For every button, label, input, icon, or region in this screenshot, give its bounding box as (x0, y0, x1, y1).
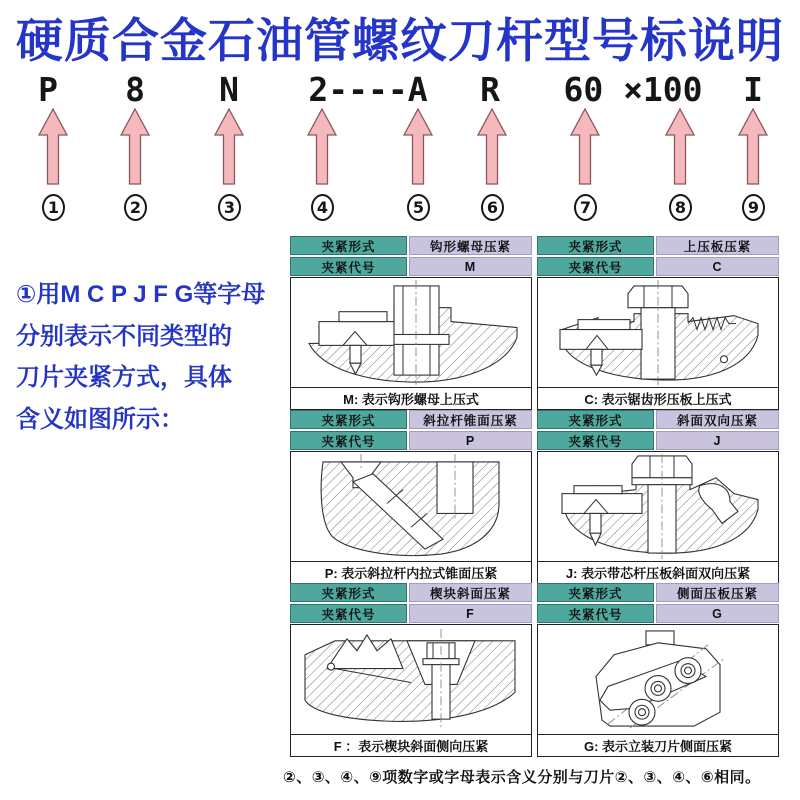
clamp-header-table (290, 583, 532, 623)
side-note-line: 分别表示不同类型的 (16, 322, 232, 350)
clamp-form-value: 钩形螺母压紧 (409, 236, 532, 255)
index-marker-4: 4 (311, 194, 334, 221)
clamp-caption-j: J: 表示带芯杆压板斜面双向压紧 (537, 561, 779, 584)
index-marker-1: 1 (42, 194, 65, 221)
up-arrow-icon (38, 108, 68, 186)
code-part-4: 2----A (308, 70, 428, 109)
side-note-line: 含义如图所示： (16, 405, 184, 433)
clamp-drawing-g (537, 624, 779, 735)
clamp-code-value: P (409, 431, 532, 450)
clamp-code-label: 夹紧代号 (290, 257, 407, 276)
clamp-drawing-j (537, 451, 779, 562)
up-arrow-icon (665, 108, 695, 186)
clamp-drawing-p (290, 451, 532, 562)
up-arrow-icon (307, 108, 337, 186)
clamp-code-value: J (656, 431, 779, 450)
clamp-header-table (290, 236, 532, 276)
clamp-form-value: 上压板压紧 (656, 236, 779, 255)
clamp-code-label: 夹紧代号 (537, 257, 654, 276)
index-marker-6: 6 (481, 194, 504, 221)
panel-clamp-c (537, 236, 779, 410)
index-marker-5: 5 (407, 194, 430, 221)
clamp-code-label: 夹紧代号 (537, 431, 654, 450)
clamp-form-value: 斜拉杆锥面压紧 (409, 410, 532, 429)
clamp-form-value: 楔块斜面压紧 (409, 583, 532, 602)
code-part-2: 8 (125, 70, 145, 109)
code-part-5: R (480, 70, 500, 109)
up-arrow-icon (120, 108, 150, 186)
code-part-1: P (38, 70, 58, 109)
page-title: 硬质合金石油管螺纹刀杆型号标说明 (16, 14, 784, 67)
clamp-header-table (537, 583, 779, 623)
up-arrow-icon (738, 108, 768, 186)
panel-clamp-m (290, 236, 532, 410)
panel-clamp-g (537, 583, 779, 757)
clamp-form-value: 斜面双向压紧 (656, 410, 779, 429)
index-marker-8: 8 (669, 194, 692, 221)
index-marker-3: 3 (218, 194, 241, 221)
index-marker-7: 7 (574, 194, 597, 221)
up-arrow-icon (570, 108, 600, 186)
panel-clamp-j (537, 410, 779, 584)
up-arrow-icon (403, 108, 433, 186)
code-part-6: 60 ×100 (563, 70, 703, 109)
panel-clamp-f (290, 583, 532, 757)
clamp-code-label: 夹紧代号 (537, 604, 654, 623)
side-note-line: ①用M C P J F G等字母 (16, 281, 266, 308)
clamp-header-table (290, 410, 532, 450)
clamp-drawing-c (537, 277, 779, 388)
clamp-form-label: 夹紧形式 (290, 410, 407, 429)
side-note-line: 刀片夹紧方式，具体 (16, 364, 232, 391)
clamp-code-label: 夹紧代号 (290, 431, 407, 450)
index-marker-2: 2 (124, 194, 147, 221)
clamp-caption-m: M: 表示钩形螺母上压式 (290, 387, 532, 410)
clamp-caption-p: P: 表示斜拉杆内拉式锥面压紧 (290, 561, 532, 584)
clamp-code-value: C (656, 257, 779, 276)
clamp-code-value: M (409, 257, 532, 276)
clamp-caption-c: C: 表示锯齿形压板上压式 (537, 387, 779, 410)
clamp-header-table (537, 410, 779, 450)
clamp-form-label: 夹紧形式 (290, 236, 407, 255)
clamp-code-value: G (656, 604, 779, 623)
up-arrow-icon (477, 108, 507, 186)
panel-clamp-p (290, 410, 532, 584)
clamp-caption-f: F ：表示楔块斜面侧向压紧 (290, 734, 532, 757)
clamp-form-label: 夹紧形式 (537, 410, 654, 429)
code-part-3: N (219, 70, 239, 109)
clamp-code-value: F (409, 604, 532, 623)
index-marker-9: 9 (742, 194, 765, 221)
clamp-code-label: 夹紧代号 (290, 604, 407, 623)
clamp-drawing-m (290, 277, 532, 388)
clamp-form-label: 夹紧形式 (537, 583, 654, 602)
clamp-drawing-f (290, 624, 532, 735)
clamp-form-value: 侧面压板压紧 (656, 583, 779, 602)
code-part-7: I (743, 70, 763, 109)
clamp-form-label: 夹紧形式 (290, 583, 407, 602)
side-note (16, 274, 291, 440)
clamp-caption-g: G: 表示立装刀片侧面压紧 (537, 734, 779, 757)
footnote: ②、③、④、⑨项数字或字母表示含义分别与刀片②、③、④、⑥相同。 (283, 769, 761, 786)
up-arrow-icon (214, 108, 244, 186)
clamp-header-table (537, 236, 779, 276)
clamp-form-label: 夹紧形式 (537, 236, 654, 255)
